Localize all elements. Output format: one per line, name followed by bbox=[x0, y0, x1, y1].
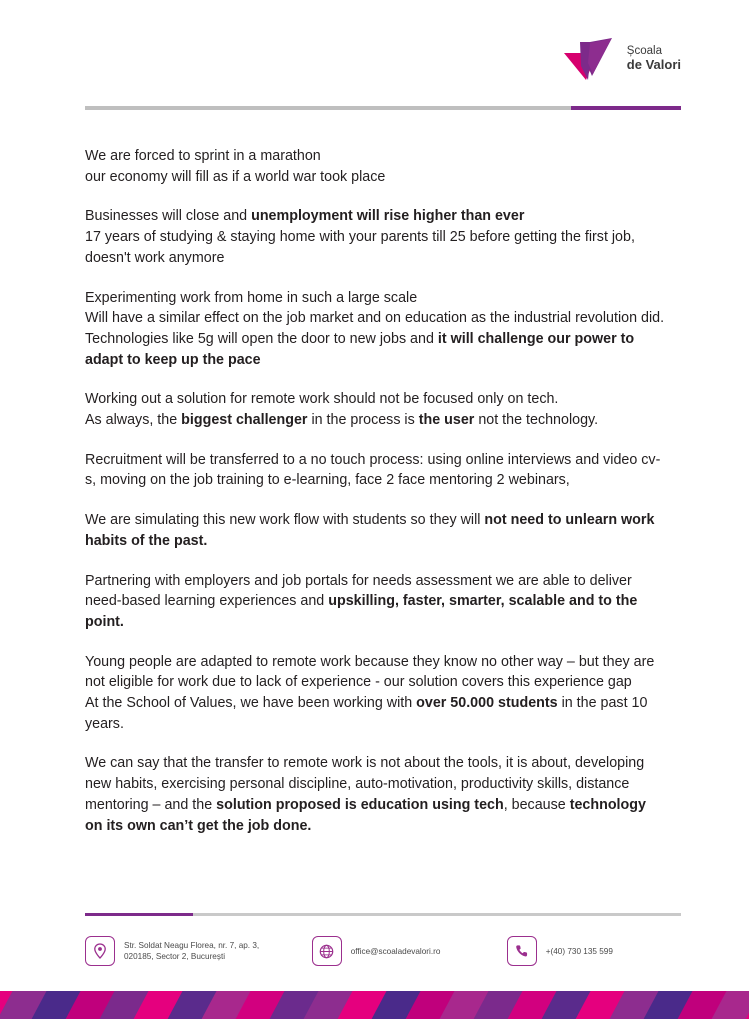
text-run-bold: not need to unlearn work habits of the past. bbox=[85, 512, 655, 549]
text-run: Businesses will close and bbox=[85, 208, 252, 225]
page-footer bbox=[85, 936, 670, 966]
text-run-bold: it will challenge our power to adapt to keep up the pace bbox=[85, 330, 635, 368]
text-run: not the technology. bbox=[474, 412, 599, 429]
checkmark-logo-icon bbox=[562, 36, 618, 82]
page-header bbox=[0, 0, 749, 118]
paragraph bbox=[85, 510, 667, 551]
text-run: Technologies like 5g will open the door to new jobs and bbox=[85, 330, 438, 347]
text-run-bold: biggest challenger bbox=[181, 412, 308, 429]
header-divider-accent bbox=[571, 106, 681, 110]
paragraph bbox=[85, 389, 667, 430]
footer-phone-text bbox=[546, 946, 613, 957]
footer-phone bbox=[507, 936, 670, 966]
text-run-bold: over 50.000 students bbox=[416, 695, 558, 712]
paragraph bbox=[85, 450, 667, 491]
footer-phone-line-1: +(40) 730 135 599 bbox=[545, 946, 613, 956]
text-run: in the process is bbox=[307, 412, 419, 429]
phone-icon bbox=[507, 936, 537, 966]
text-run: Experimenting work from home in such a large scale bbox=[85, 289, 418, 306]
text-run: Will have a similar effect on the job market and on education as the industrial revolution did. bbox=[85, 310, 665, 327]
text-run-bold: upskilling, faster, smarter, scalable and to the point. bbox=[85, 593, 638, 630]
text-run: 17 years of studying & staying home with your parents till 25 before getting the first job, doesn't work anymore bbox=[85, 229, 635, 266]
globe-icon bbox=[312, 936, 342, 966]
footer-email-line-1[interactable]: office@scoaladevalori.ro bbox=[350, 946, 441, 956]
text-run-bold: solution proposed is education using tech bbox=[216, 796, 504, 813]
text-run: At the School of Values, we have been working with bbox=[85, 695, 417, 712]
paragraph bbox=[85, 146, 667, 187]
footer-address bbox=[85, 936, 312, 966]
paragraph bbox=[85, 571, 667, 633]
paragraph bbox=[85, 753, 667, 836]
footer-address-text bbox=[124, 940, 259, 962]
text-run: , because bbox=[503, 796, 570, 813]
logo-text bbox=[627, 45, 681, 72]
text-run-bold: the user bbox=[418, 412, 475, 429]
logo bbox=[562, 36, 681, 82]
footer-address-line-2: 020185, Sector 2, București bbox=[124, 952, 226, 961]
bottom-color-stripe bbox=[0, 991, 749, 1019]
text-run: As always, the bbox=[85, 412, 182, 429]
document-body bbox=[85, 146, 667, 855]
footer-email bbox=[312, 936, 507, 966]
footer-divider-accent bbox=[85, 913, 193, 916]
footer-address-line-1: Str. Soldat Neagu Florea, nr. 7, ap. 3, bbox=[124, 941, 260, 950]
text-run: Working out a solution for remote work should not be focused only on tech. bbox=[85, 391, 559, 408]
location-pin-icon bbox=[85, 936, 115, 966]
text-run: our economy will fill as if a world war took place bbox=[85, 168, 386, 185]
text-run-bold: unemployment will rise higher than ever bbox=[251, 208, 525, 225]
text-run: We are simulating this new work flow with students so they will bbox=[85, 512, 485, 529]
footer-divider bbox=[85, 913, 681, 916]
text-run-bold: technology on its own can’t get the job done. bbox=[85, 796, 646, 834]
text-run: Recruitment will be transferred to a no touch process: using online interviews and video cv-s, moving on the job training to e-learning, face 2 face mentoring 2 webinars, bbox=[85, 451, 661, 489]
logo-line-2: de Valori bbox=[626, 57, 681, 73]
text-run: in the past 10 years. bbox=[85, 695, 648, 732]
text-run: We can say that the transfer to remote work is not about the tools, it is about, developing new habits, exercising personal discipline, auto-motivation, productivity skills, distance mentoring – and the bbox=[85, 755, 645, 813]
header-divider bbox=[85, 106, 681, 110]
text-run: Young people are adapted to remote work because they know no other way – but they are not eligible for work due to lack of experience - our solution covers this experience gap bbox=[85, 653, 655, 691]
footer-email-text[interactable] bbox=[351, 946, 441, 957]
text-run: We are forced to sprint in a marathon bbox=[85, 148, 321, 164]
paragraph bbox=[85, 288, 667, 371]
logo-line-1: Școala bbox=[626, 45, 662, 58]
paragraph bbox=[85, 206, 667, 268]
text-run: Partnering with employers and job portals for needs assessment we are able to deliver need-based learning experiences and bbox=[85, 572, 632, 610]
paragraph bbox=[85, 652, 667, 735]
